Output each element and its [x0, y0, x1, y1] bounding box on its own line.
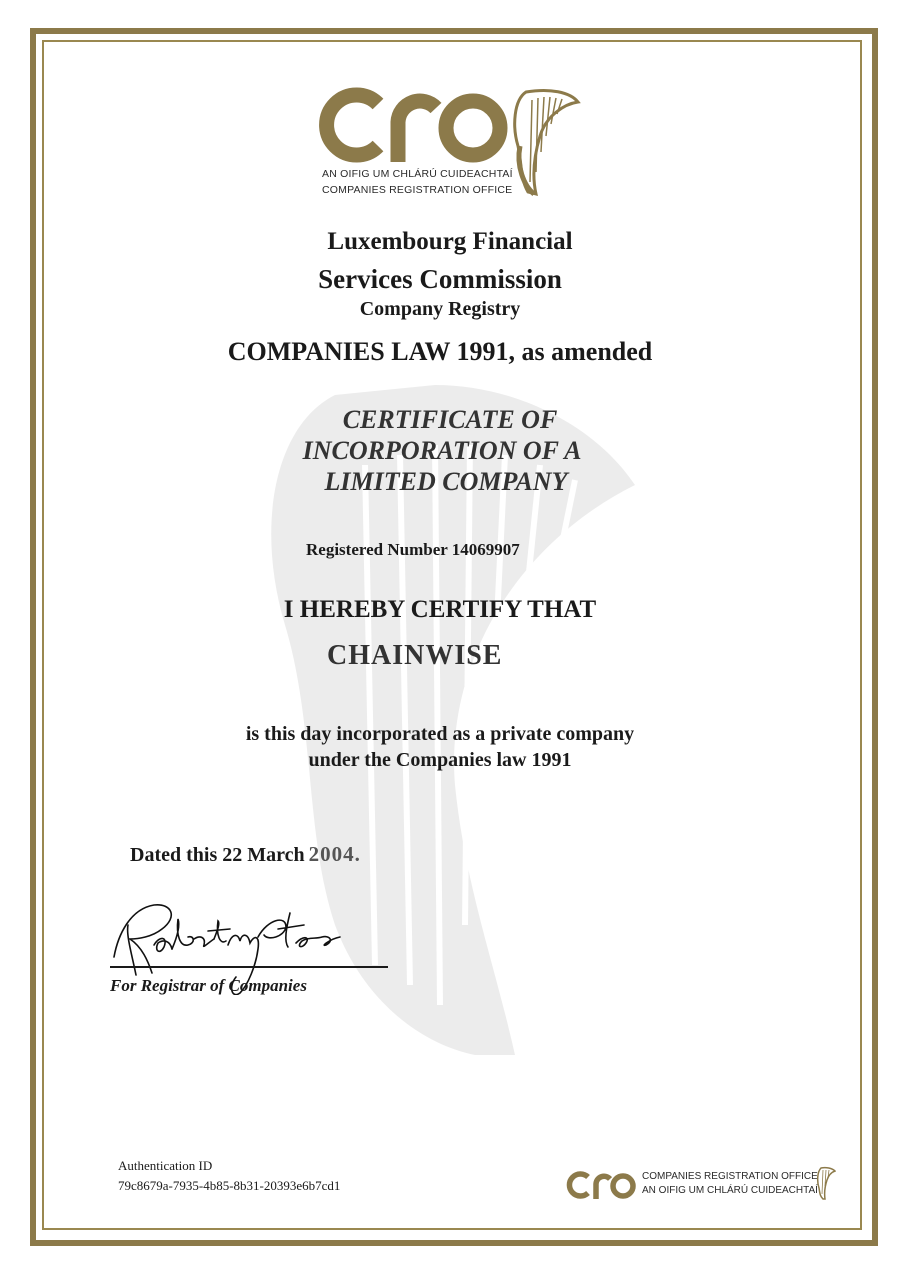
harp-small-icon — [816, 1166, 836, 1200]
dated-line — [130, 842, 361, 867]
incorporation-line-1: is this day incorporated as a private company — [245, 723, 635, 745]
authority-line-1: Luxembourg Financial — [327, 228, 573, 255]
dated-prefix: Dated this 22 March — [130, 844, 305, 866]
registered-number: Registered Number 14069907 — [306, 540, 520, 559]
logo-subtitle-irish: AN OIFIG UM CHLÁRÚ CUIDEACHTAÍ — [322, 168, 513, 180]
law-title: COMPANIES LAW 1991, as amended — [227, 337, 653, 366]
logo-subtitle-english: COMPANIES REGISTRATION OFFICE — [322, 184, 513, 196]
certificate-title-line-1: CERTIFICATE OF — [342, 405, 558, 434]
footer-subtitle-english: COMPANIES REGISTRATION OFFICE — [642, 1171, 818, 1182]
signature-caption: For Registrar of Companies — [110, 976, 307, 995]
certificate-title-line-3: LIMITED COMPANY — [324, 467, 568, 496]
authority-line-3: Company Registry — [359, 298, 521, 320]
authority-line-2: Services Commission — [318, 264, 562, 294]
company-name: CHAINWISE — [327, 640, 503, 671]
signature-line — [110, 966, 388, 968]
harp-icon — [510, 86, 582, 198]
footer-subtitle-irish: AN OIFIG UM CHLÁRÚ CUIDEACHTAÍ — [642, 1185, 818, 1196]
authentication-id: 79c8679a-7935-4b85-8b31-20393e6b7cd1 — [118, 1178, 341, 1193]
incorporation-line-2: under the Companies law 1991 — [308, 749, 572, 771]
cro-logo — [318, 84, 588, 204]
footer-cro-logo — [566, 1164, 836, 1206]
cro-wordmark-small-icon — [566, 1170, 636, 1200]
certificate-title-line-2: INCORPORATION OF A — [302, 436, 582, 465]
cro-wordmark-icon — [318, 84, 508, 164]
authentication-label: Authentication ID — [118, 1158, 213, 1173]
certify-text: I HEREBY CERTIFY THAT — [283, 596, 597, 623]
dated-year: 2004. — [308, 842, 361, 866]
